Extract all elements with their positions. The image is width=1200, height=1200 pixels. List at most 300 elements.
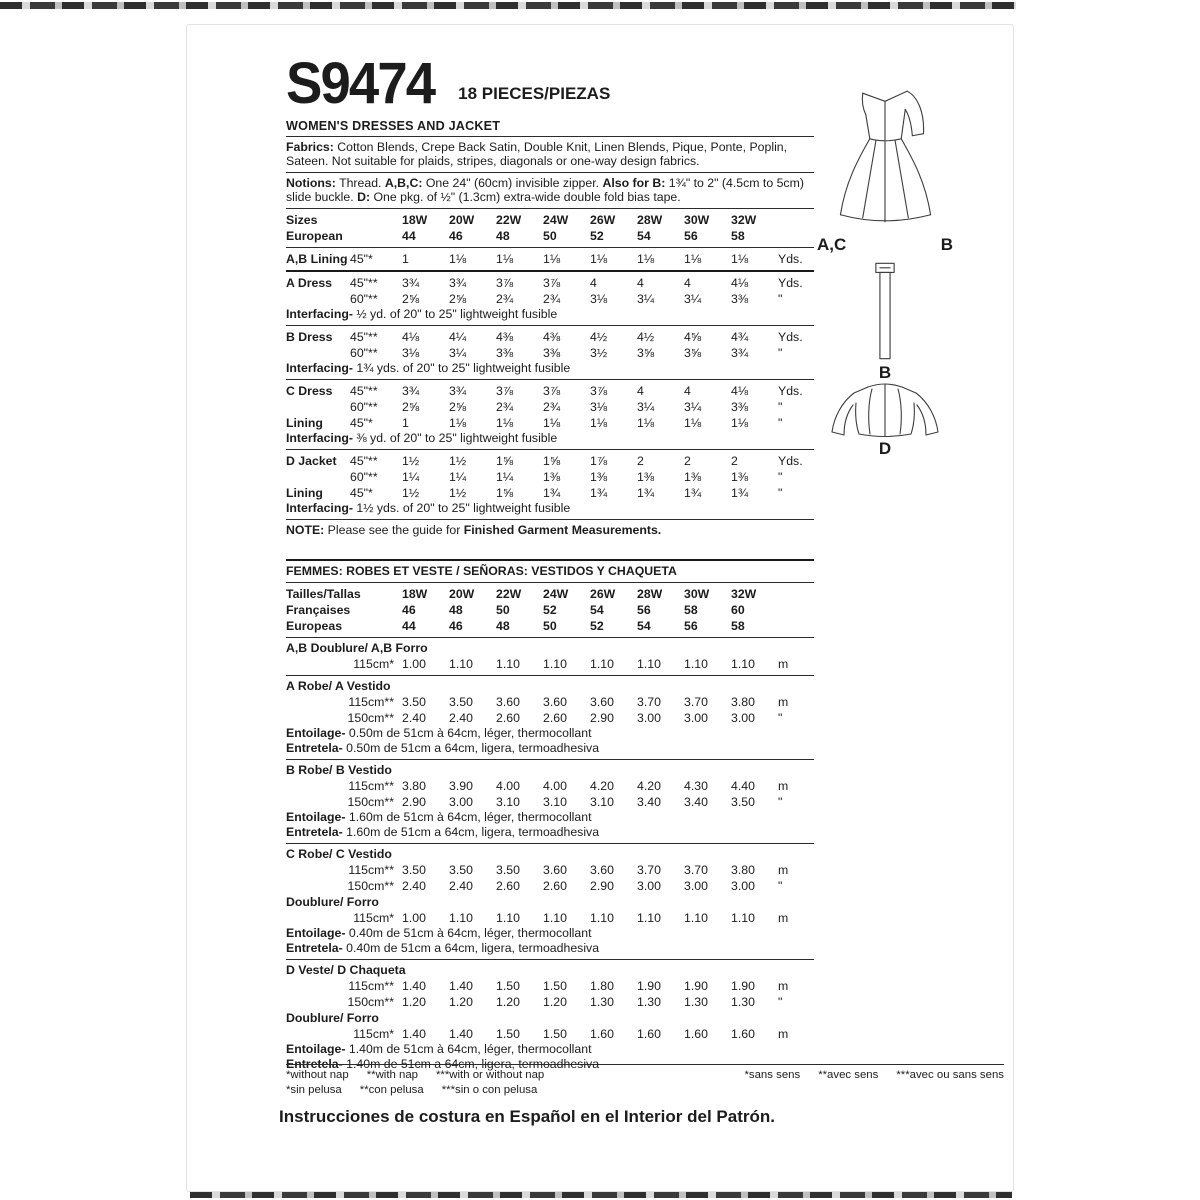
metric-cell: 1.90 xyxy=(731,978,755,993)
yardage-cell: 1⅛ xyxy=(684,251,702,266)
size-row-label: Tailles/Tallas xyxy=(286,586,361,601)
size-cell: 50 xyxy=(543,618,557,633)
yardage-cell: 2⅝ xyxy=(449,399,467,414)
fabric-width: 115cm* xyxy=(353,1026,394,1041)
divider xyxy=(286,270,814,272)
metric-cell: 1.10 xyxy=(543,910,567,925)
fabric-width: 45"** xyxy=(350,275,378,290)
metric-size-header-row xyxy=(286,618,814,634)
bold-text: Entoilage- xyxy=(286,725,346,740)
yardage-cell: 1⅛ xyxy=(449,415,467,430)
metric-size-header-row xyxy=(286,586,814,602)
size-cell: 48 xyxy=(496,228,510,243)
size-row-label: Françaises xyxy=(286,602,351,617)
dress-label-ac: A,C xyxy=(817,235,847,254)
text: 1.60m de 51cm à 64cm, léger, thermocollant xyxy=(345,809,592,824)
yardage-cell: 4⅛ xyxy=(731,275,749,290)
size-cell: 46 xyxy=(402,602,416,617)
metric-cell: 2.90 xyxy=(402,794,426,809)
yardage-row xyxy=(286,469,814,485)
divider xyxy=(286,247,814,248)
jacket-illustration-block xyxy=(815,377,955,459)
metric-cell: 1.30 xyxy=(731,994,755,1009)
size-cell: 44 xyxy=(402,228,416,243)
metric-cell: 3.60 xyxy=(543,694,567,709)
unit-cell: m xyxy=(778,862,789,877)
unit-cell: Yds. xyxy=(778,329,803,344)
interfacing-note xyxy=(286,825,814,840)
yardage-cell: 1¼ xyxy=(449,469,467,484)
fabric-width: 60"** xyxy=(350,345,378,360)
metric-group-title: A,B Doublure/ A,B Forro xyxy=(286,640,428,655)
yardage-cell: 3½ xyxy=(590,345,608,360)
metric-cell: 1.10 xyxy=(590,656,614,671)
metric-cell: 1.20 xyxy=(402,994,426,1009)
spacer xyxy=(286,538,814,556)
fabric-width: 115cm** xyxy=(348,862,394,877)
metric-cell: 1.30 xyxy=(637,994,661,1009)
yardage-cell: 2 xyxy=(684,453,691,468)
size-cell: 32W xyxy=(731,212,757,227)
metric-cell: 1.10 xyxy=(543,656,567,671)
size-cell: 54 xyxy=(637,228,651,243)
bold-text: Entretela- xyxy=(286,824,343,839)
dress-view-labels xyxy=(815,235,955,255)
size-cell: 26W xyxy=(590,586,616,601)
yardage-cell: 1⅞ xyxy=(590,453,608,468)
yardage-cell: 1⅛ xyxy=(731,251,749,266)
size-row-label: European xyxy=(286,228,343,243)
view-label: Lining xyxy=(286,415,323,430)
view-label: C Dress xyxy=(286,383,333,398)
unit-cell: Yds. xyxy=(778,383,803,398)
size-cell: 56 xyxy=(684,228,698,243)
divider xyxy=(286,136,814,137)
metric-cell: 4.30 xyxy=(684,778,708,793)
dress-illustration-block xyxy=(815,77,955,255)
fabric-width: 60"** xyxy=(350,469,378,484)
metric-cell: 1.60 xyxy=(590,1026,614,1041)
metric-cell: 2.40 xyxy=(402,710,426,725)
view-label: Lining xyxy=(286,485,323,500)
bold-text: Entretela- xyxy=(286,940,343,955)
fabric-width: 45"** xyxy=(350,383,378,398)
metric-cell: 3.50 xyxy=(496,862,520,877)
text: Cotton Blends, Crepe Back Satin, Double Knit, Linen Blends, Pique, Ponte, Poplin, Sateen. Not suitable for plaids, stripes, diagonals or one-way design fabrics. xyxy=(286,140,788,169)
text: 0.40m de 51cm à 64cm, léger, thermocollant xyxy=(345,925,592,940)
metric-group-title: C Robe/ C Vestido xyxy=(286,846,392,861)
metric-cell: 3.10 xyxy=(543,794,567,809)
yardage-cell: 4⅜ xyxy=(496,329,514,344)
metric-cell: 1.40 xyxy=(449,1026,473,1041)
photo-top-edge xyxy=(0,2,1016,9)
unit-cell: " xyxy=(778,794,783,809)
text: 0.50m de 51cm a 64cm, ligera, termoadhesiva xyxy=(342,740,600,755)
yardage-cell: 1⅜ xyxy=(731,469,749,484)
metric-cell: 1.60 xyxy=(684,1026,708,1041)
yardage-cell: 4 xyxy=(590,275,597,290)
yardage-cell: 3¾ xyxy=(731,345,749,360)
text: 1.60m de 51cm a 64cm, ligera, termoadhesiva xyxy=(342,824,600,839)
document-title: WOMEN'S DRESSES AND JACKET xyxy=(286,119,501,133)
size-cell: 20W xyxy=(449,586,475,601)
metric-cell: 3.40 xyxy=(637,794,661,809)
metric-cell: 3.60 xyxy=(590,862,614,877)
fabric-width: 150cm** xyxy=(347,794,394,809)
footnote-en: *without nap xyxy=(286,1069,349,1081)
metric-cell: 1.30 xyxy=(590,994,614,1009)
yardage-cell: 1½ xyxy=(449,453,467,468)
view-label: A,B Lining xyxy=(286,251,348,266)
size-cell: 46 xyxy=(449,228,463,243)
jacket-label: D xyxy=(878,439,892,458)
metric-cell: 3.50 xyxy=(731,794,755,809)
text: Please see the guide for xyxy=(324,522,464,537)
metric-cell: 3.90 xyxy=(449,778,473,793)
yardage-cell: 3⅛ xyxy=(590,399,608,414)
metric-cell: 1.50 xyxy=(496,1026,520,1041)
interfacing-note xyxy=(286,926,814,941)
yardage-cell: 2¾ xyxy=(543,291,561,306)
pattern-number: S9474 xyxy=(286,51,435,116)
belt-label: B xyxy=(878,363,892,382)
divider xyxy=(286,675,814,676)
unit-cell: m xyxy=(778,778,789,793)
metric-cell: 3.00 xyxy=(637,878,661,893)
view-label: D Jacket xyxy=(286,453,337,468)
yardage-cell: 4¾ xyxy=(731,329,749,344)
metric-group-title: A Robe/ A Vestido xyxy=(286,678,391,693)
size-cell: 50 xyxy=(496,602,510,617)
text: One pkg. of ½" (1.3cm) extra-wide double fold bias tape. xyxy=(370,190,681,205)
size-cell: 22W xyxy=(496,586,522,601)
metric-cell: 3.60 xyxy=(543,862,567,877)
size-cell: 24W xyxy=(543,212,569,227)
size-header-row xyxy=(286,212,814,228)
fabric-width: 150cm** xyxy=(347,878,394,893)
yardage-cell: 3⅞ xyxy=(590,383,608,398)
unit-cell: m xyxy=(778,978,789,993)
bold-text: Entretela- xyxy=(286,1056,343,1071)
yardage-cell: 1⅜ xyxy=(637,469,655,484)
metric-cell: 2.40 xyxy=(449,878,473,893)
metric-yardage-row xyxy=(286,878,814,894)
text: 0.50m de 51cm à 64cm, léger, thermocollant xyxy=(345,725,592,740)
metric-cell: 1.10 xyxy=(731,910,755,925)
metric-yardage-row xyxy=(286,862,814,878)
size-cell: 48 xyxy=(496,618,510,633)
metric-cell: 2.90 xyxy=(590,710,614,725)
footnote-en: **with nap xyxy=(366,1069,418,1081)
metric-yardage-row xyxy=(286,778,814,794)
yardage-cell: 3¼ xyxy=(637,399,655,414)
fabric-width: 60"** xyxy=(350,399,378,414)
yardage-cell: 1 xyxy=(402,415,409,430)
photo-bottom-edge xyxy=(190,1191,1012,1198)
metric-cell: 1.50 xyxy=(496,978,520,993)
yardage-cell: 3⅞ xyxy=(496,383,514,398)
size-row-label: Europeas xyxy=(286,618,343,633)
yardage-cell: 1½ xyxy=(449,485,467,500)
yardage-cell: 2¾ xyxy=(543,399,561,414)
yardage-cell: 4⅜ xyxy=(543,329,561,344)
unit-cell: m xyxy=(778,656,789,671)
belt-line-art xyxy=(819,259,951,363)
metric-cell: 1.50 xyxy=(543,978,567,993)
yardage-cell: 2 xyxy=(637,453,644,468)
yardage-cell: 1⅜ xyxy=(684,469,702,484)
divider xyxy=(286,1064,1004,1065)
bold-text: Interfacing- xyxy=(286,500,353,515)
text: ⅜ yd. of 20" to 25" lightweight fusible xyxy=(352,430,558,445)
yardage-cell: 3⅛ xyxy=(590,291,608,306)
yardage-cell: 1⅝ xyxy=(496,453,514,468)
yardage-cell: 4⅛ xyxy=(731,383,749,398)
size-cell: 28W xyxy=(637,586,663,601)
belt-illustration-block xyxy=(815,259,955,383)
yardage-cell: 1¾ xyxy=(590,485,608,500)
yardage-cell: 4 xyxy=(637,383,644,398)
unit-cell: Yds. xyxy=(778,251,803,266)
yardage-cell: 1⅛ xyxy=(496,415,514,430)
unit-cell: " xyxy=(778,399,783,414)
yardage-cell: 1⅛ xyxy=(496,251,514,266)
metric-yardage-row xyxy=(286,694,814,710)
yardage-cell: 1⅜ xyxy=(543,469,561,484)
divider xyxy=(286,582,814,583)
yardage-cell: 3⅞ xyxy=(496,275,514,290)
metric-cell: 3.50 xyxy=(402,862,426,877)
metric-cell: 1.00 xyxy=(402,656,426,671)
yardage-cell: 1⅝ xyxy=(543,453,561,468)
metric-cell: 1.40 xyxy=(449,978,473,993)
metric-yardage-row xyxy=(286,1026,814,1042)
footnote-line-2 xyxy=(286,1083,1004,1098)
yardage-cell: 3⅝ xyxy=(637,345,655,360)
metric-cell: 2.60 xyxy=(543,878,567,893)
view-label: A Dress xyxy=(286,275,333,290)
metric-cell: 2.60 xyxy=(496,878,520,893)
size-cell: 28W xyxy=(637,212,663,227)
spanish-instructions-note: Instrucciones de costura en Español en el Interior del Patrón. xyxy=(279,1107,775,1126)
yardage-cell: 1⅛ xyxy=(637,251,655,266)
text: 0.40m de 51cm a 64cm, ligera, termoadhesiva xyxy=(342,940,600,955)
text: 1¾ yds. of 20" to 25" lightweight fusible xyxy=(352,360,571,375)
yardage-cell: 1¾ xyxy=(684,485,702,500)
text: Thread. xyxy=(335,175,385,190)
metric-cell: 2.60 xyxy=(543,710,567,725)
footnote-es: ***sin o con pelusa xyxy=(441,1084,538,1096)
metric-cell: 1.10 xyxy=(684,910,708,925)
fabric-width: 115cm* xyxy=(353,656,394,671)
yardage-cell: 1¼ xyxy=(496,469,514,484)
bold-text: Notions: xyxy=(286,175,336,190)
metric-cell: 3.00 xyxy=(449,794,473,809)
bold-text: Interfacing- xyxy=(286,306,353,321)
metric-yardage-table xyxy=(286,559,814,1072)
yardage-cell: 2¾ xyxy=(496,291,514,306)
divider xyxy=(286,959,814,960)
footnote-es: **con pelusa xyxy=(359,1084,424,1096)
yardage-cell: 1⅜ xyxy=(590,469,608,484)
bold-text: Also for B: xyxy=(602,175,666,190)
divider xyxy=(286,519,814,520)
metric-cell: 3.60 xyxy=(590,694,614,709)
view-label: B Dress xyxy=(286,329,333,344)
metric-cell: 1.10 xyxy=(590,910,614,925)
metric-cell: 1.30 xyxy=(684,994,708,1009)
metric-subtitle: Doublure/ Forro xyxy=(286,1010,379,1025)
metric-cell: 3.10 xyxy=(496,794,520,809)
yardage-row xyxy=(286,291,814,307)
interfacing-note xyxy=(286,501,814,516)
size-header-row xyxy=(286,228,814,244)
yardage-cell: 3¾ xyxy=(449,275,467,290)
text: ½ yd. of 20" to 25" lightweight fusible xyxy=(352,306,558,321)
size-cell: 52 xyxy=(590,618,604,633)
dress-line-art xyxy=(819,77,951,235)
metric-size-header-row xyxy=(286,602,814,618)
metric-cell: 3.00 xyxy=(731,710,755,725)
metric-cell: 1.10 xyxy=(637,910,661,925)
metric-yardage-row xyxy=(286,794,814,810)
yardage-cell: 4 xyxy=(637,275,644,290)
bold-text: Entoilage- xyxy=(286,1041,346,1056)
metric-cell: 1.60 xyxy=(637,1026,661,1041)
metric-yardage-row xyxy=(286,710,814,726)
yardage-cell: 4⅝ xyxy=(684,329,702,344)
size-cell: 56 xyxy=(684,618,698,633)
metric-cell: 3.80 xyxy=(402,778,426,793)
metric-cell: 3.50 xyxy=(449,694,473,709)
size-cell: 22W xyxy=(496,212,522,227)
metric-cell: 1.50 xyxy=(543,1026,567,1041)
bold-text: Entoilage- xyxy=(286,925,346,940)
interfacing-note xyxy=(286,431,814,446)
yardage-row xyxy=(286,415,814,431)
unit-cell: " xyxy=(778,469,783,484)
metric-cell: 2.40 xyxy=(402,878,426,893)
unit-cell: m xyxy=(778,910,789,925)
interfacing-note xyxy=(286,1042,814,1057)
yardage-cell: 3⅜ xyxy=(496,345,514,360)
divider xyxy=(286,449,814,450)
yardage-cell: 3¾ xyxy=(402,275,420,290)
yardage-cell: 4½ xyxy=(590,329,608,344)
size-cell: 32W xyxy=(731,586,757,601)
footnote-fr: **avec sens xyxy=(818,1069,879,1081)
metric-cell: 2.40 xyxy=(449,710,473,725)
metric-cell: 1.40 xyxy=(402,978,426,993)
metric-cell: 3.60 xyxy=(496,694,520,709)
yardage-cell: 3¼ xyxy=(684,399,702,414)
metric-cell: 4.20 xyxy=(637,778,661,793)
main-content-column xyxy=(286,53,814,1072)
metric-cell: 1.10 xyxy=(637,656,661,671)
yardage-cell: 1½ xyxy=(402,485,420,500)
metric-cell: 4.00 xyxy=(496,778,520,793)
dress-label-b: B xyxy=(940,235,953,254)
metric-cell: 1.40 xyxy=(402,1026,426,1041)
size-cell: 58 xyxy=(684,602,698,617)
metric-cell: 3.80 xyxy=(731,862,755,877)
yardage-cell: 1⅛ xyxy=(731,415,749,430)
divider xyxy=(286,843,814,844)
unit-cell: m xyxy=(778,694,789,709)
yardage-row xyxy=(286,383,814,399)
fabric-width: 150cm** xyxy=(347,994,394,1009)
text: 1.40m de 51cm à 64cm, léger, thermocollant xyxy=(345,1041,592,1056)
interfacing-note xyxy=(286,810,814,825)
jacket-line-art xyxy=(819,377,951,439)
footnote-fr: *sans sens xyxy=(744,1069,801,1081)
fabric-width: 150cm** xyxy=(347,710,394,725)
footnote-fr-group xyxy=(744,1068,1004,1083)
header-row xyxy=(286,51,814,116)
bold-text: D: xyxy=(357,190,371,205)
size-cell: 20W xyxy=(449,212,475,227)
divider xyxy=(286,325,814,326)
metric-cell: 1.90 xyxy=(684,978,708,993)
yardage-cell: 4 xyxy=(684,275,691,290)
size-cell: 48 xyxy=(449,602,463,617)
yardage-cell: 3¾ xyxy=(449,383,467,398)
yardage-cell: 4½ xyxy=(637,329,655,344)
bold-text: Interfacing- xyxy=(286,430,353,445)
fabric-width: 115cm** xyxy=(348,778,394,793)
size-cell: 58 xyxy=(731,618,745,633)
unit-cell: " xyxy=(778,994,783,1009)
yardage-row xyxy=(286,329,814,345)
fabric-width: 45"* xyxy=(350,485,373,500)
text: One 24" (60cm) invisible zipper. xyxy=(422,175,603,190)
note-line xyxy=(286,523,814,538)
yardage-row xyxy=(286,275,814,291)
divider xyxy=(286,379,814,380)
yardage-row xyxy=(286,453,814,469)
yardage-row xyxy=(286,399,814,415)
metric-cell: 3.00 xyxy=(684,878,708,893)
fabrics-paragraph xyxy=(286,140,814,169)
yardage-cell: 1⅝ xyxy=(496,485,514,500)
fabric-width: 60"** xyxy=(350,291,378,306)
metric-cell: 1.10 xyxy=(496,656,520,671)
yardage-cell: 1¾ xyxy=(731,485,749,500)
metric-cell: 1.10 xyxy=(684,656,708,671)
metric-cell: 3.00 xyxy=(731,878,755,893)
yardage-cell: 1⅛ xyxy=(590,251,608,266)
yardage-cell: 3⅛ xyxy=(402,345,420,360)
yardage-cell: 1⅛ xyxy=(543,415,561,430)
yardage-cell: 4 xyxy=(684,383,691,398)
size-cell: 30W xyxy=(684,586,710,601)
yardage-cell: 2⅝ xyxy=(402,291,420,306)
yardage-cell: 1½ xyxy=(402,453,420,468)
footnote-fr: ***avec ou sans sens xyxy=(896,1069,1004,1081)
text: 1½ yds. of 20" to 25" lightweight fusible xyxy=(352,500,571,515)
metric-cell: 1.00 xyxy=(402,910,426,925)
unit-cell: " xyxy=(778,291,783,306)
fabric-width: 115cm** xyxy=(348,694,394,709)
yardage-row xyxy=(286,485,814,501)
metric-cell: 4.20 xyxy=(590,778,614,793)
text: 1¾" to 2" (4.5cm to 5cm) slide buckle. xyxy=(286,175,804,205)
pieces-count: 18 PIECES/PIEZAS xyxy=(458,84,611,103)
fabric-width: 115cm** xyxy=(348,978,394,993)
metric-cell: 4.00 xyxy=(543,778,567,793)
metric-cell: 3.70 xyxy=(637,862,661,877)
yardage-cell: 3⅞ xyxy=(543,275,561,290)
